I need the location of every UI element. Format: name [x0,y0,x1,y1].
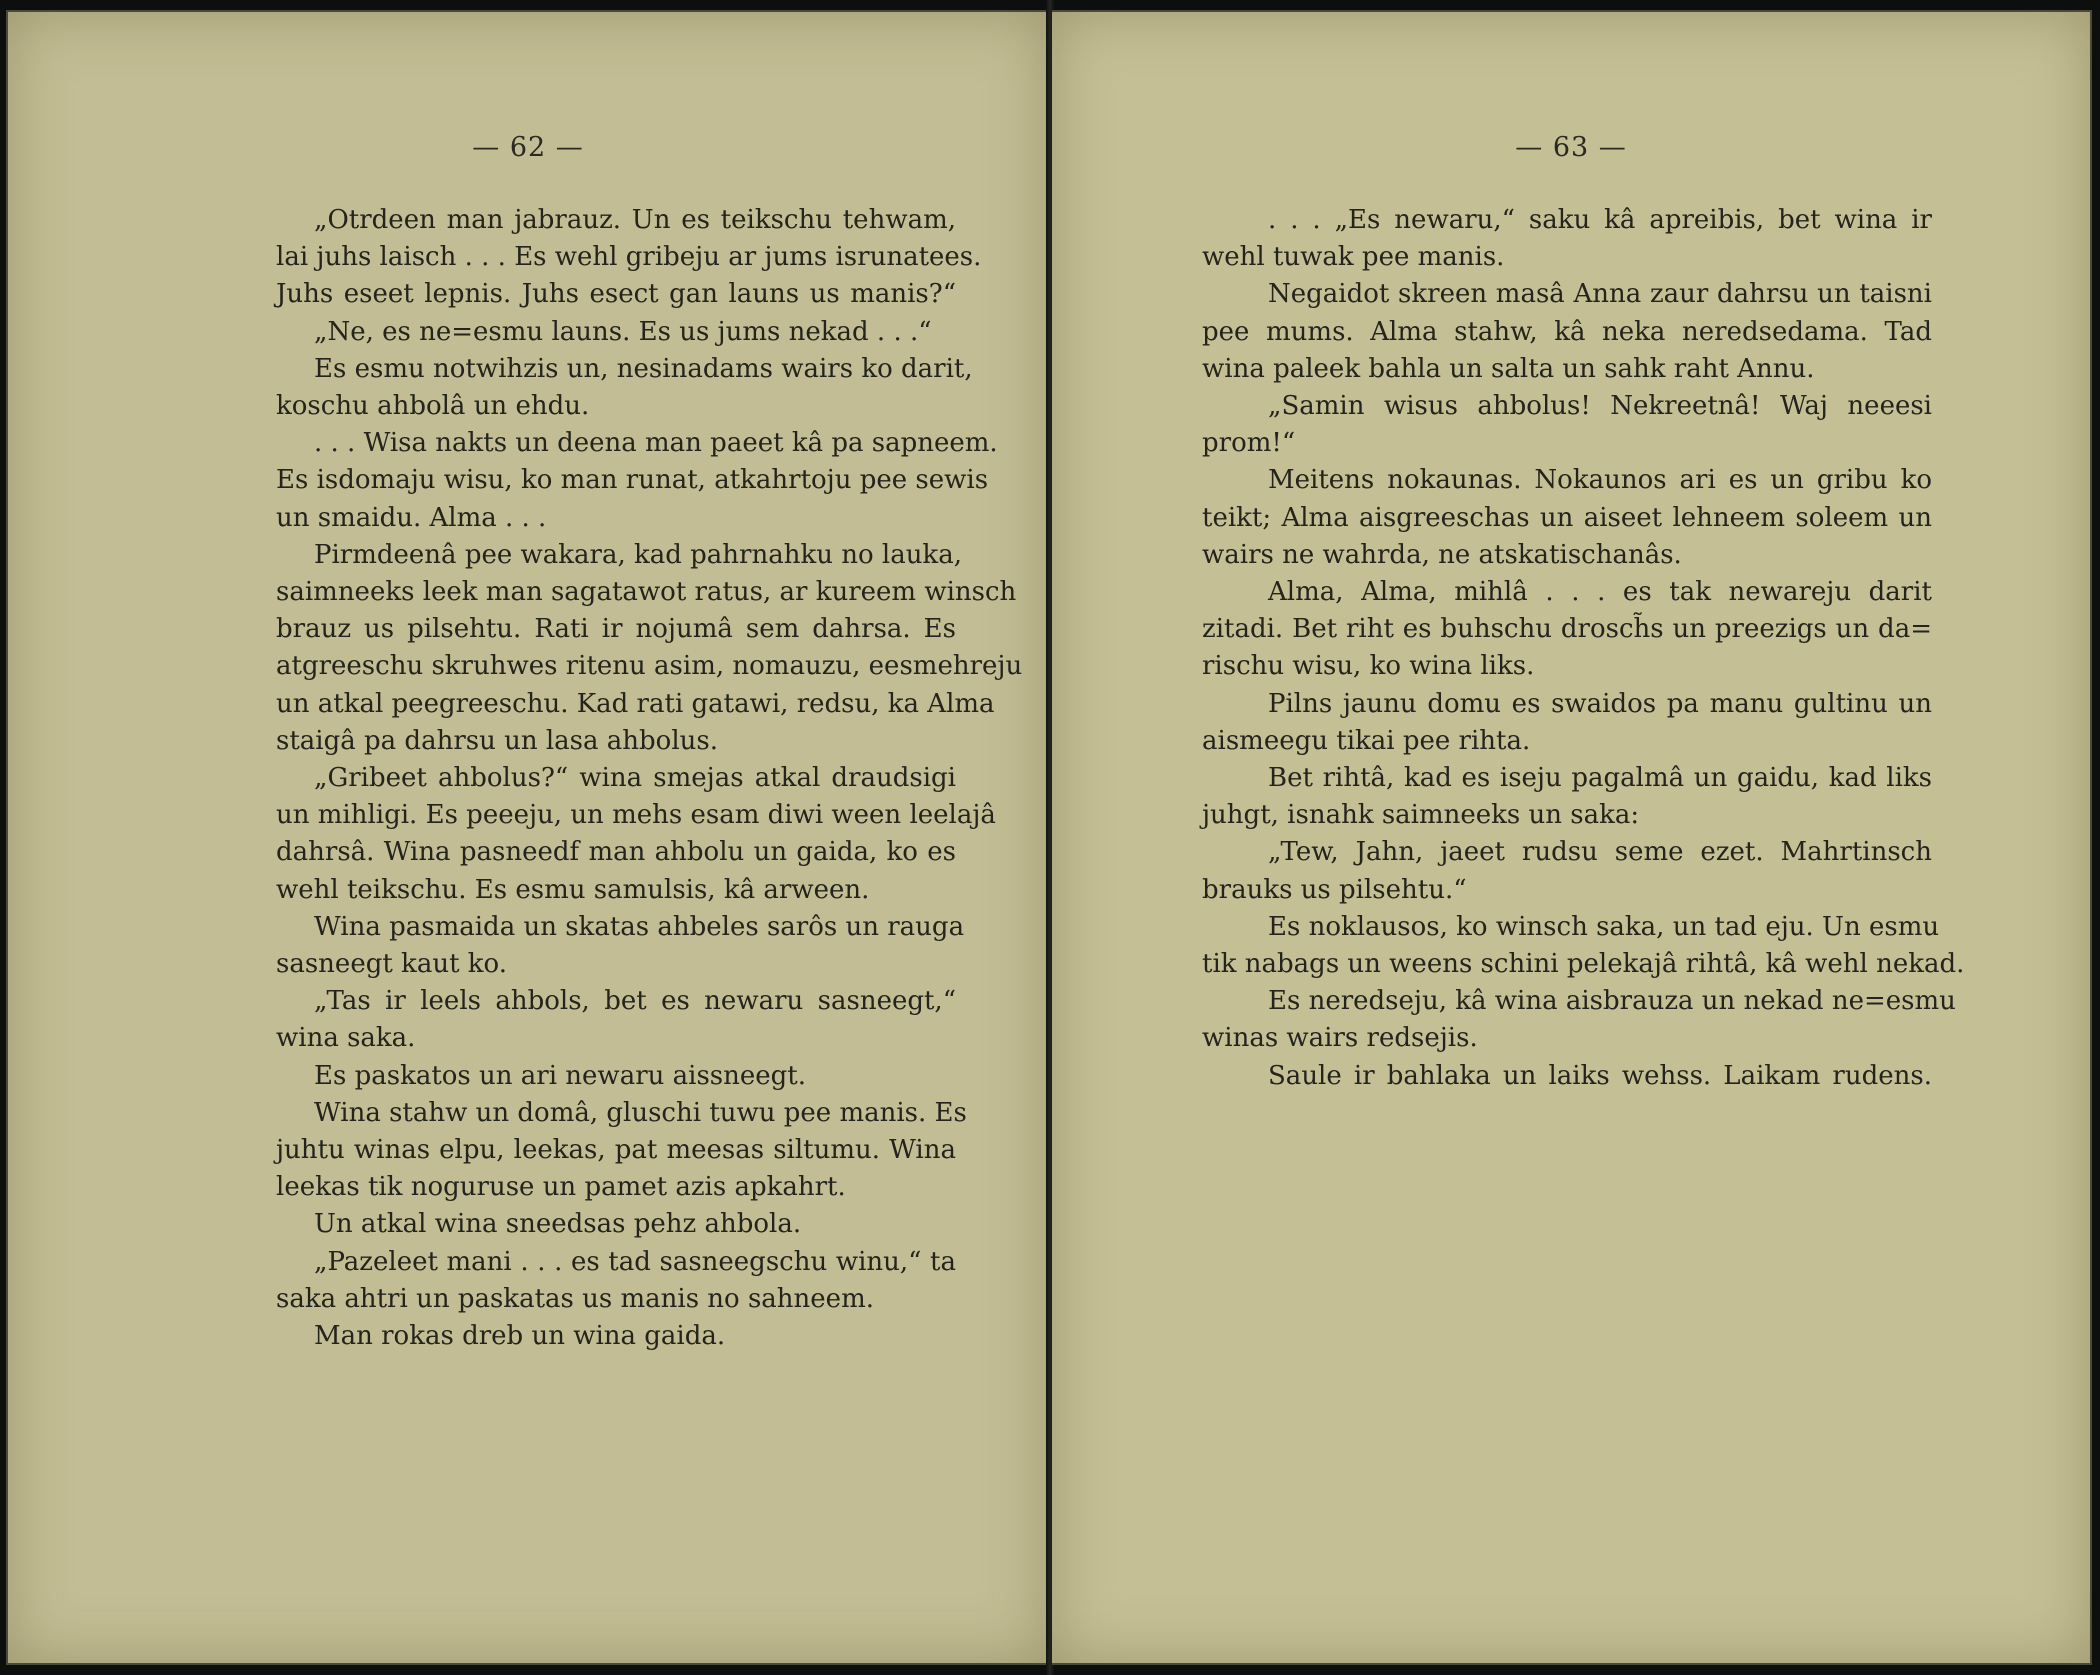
text-line: „Otrdeen man jabrauz. Un es teikschu tehwam, [314,205,956,235]
text-block [1202,202,1965,1095]
text-line: Negaidot skreen masâ Anna zaur dahrsu un taisni [1268,279,1932,310]
page-number: — 63 — [1515,132,1627,163]
left-page [6,10,1048,1665]
text-line: un mihligi. Es peeeju, un mehs esam diwi ween leelajâ [276,800,996,831]
text-line: tik nabags un weens schini pelekajâ rihtâ, kâ wehl nekad. [1202,949,1965,980]
text-line: Es esmu notwihzis un, nesinadams wairs ko darit, [314,353,973,384]
text-line: wina paleek bahla un salta un sahk raht Annu. [1202,353,1815,384]
text-line: Meitens nokaunas. Nokaunos ari es un gribu ko [1268,465,1932,496]
text-line: Alma, Alma, mihlâ . . . es tak newareju darit [1268,577,1932,608]
text-line: saimneeks leek man sagatawot ratus, ar kureem winsch [276,577,1017,608]
text-line: pee mums. Alma stahw, kâ neka neredsedama. Tad [1202,316,1932,347]
text-line: Juhs eseet lepnis. Juhs esect gan launs us manis?“ [276,279,956,310]
text-line: „Tas ir leels ahbols, bet es newaru sasneegt,“ [314,986,956,1017]
text-line: . . . Wisa nakts un deena man paeet kâ pa sapneem. [314,428,998,459]
text-line: un atkal peegreeschu. Kad rati gatawi, redsu, ka Alma [276,688,995,719]
text-line: Bet rihtâ, kad es iseju pagalmâ un gaidu, kad liks [1268,763,1932,794]
text-line: Es noklausos, ko winsch saka, un tad eju. Un esmu [1268,911,1940,942]
text-line: sasneegt kaut ko. [276,949,507,980]
text-line: rischu wisu, ko wina liks. [1202,651,1535,682]
text-line: wehl teikschu. Es esmu samulsis, kâ arween. [276,874,870,905]
text-line: Pilns jaunu domu es swaidos pa manu gultinu un [1268,688,1932,719]
text-line: lai juhs laisch . . . Es wehl gribeju ar jums isrunatees. [276,242,982,273]
text-line: un smaidu. Alma . . . [276,502,547,533]
text-line: brauks us pilsehtu.“ [1202,874,1467,905]
text-line: Wina stahw un domâ, gluschi tuwu pee manis. Es [314,1097,967,1128]
text-line: Man rokas dreb un wina gaida. [314,1321,726,1352]
text-line: Es isdomaju wisu, ko man runat, atkahrtoju pee sewis [276,465,989,496]
text-line: „Samin wisus ahbolus! Nekreetnâ! Waj neeesi [1268,391,1932,422]
text-line: „Tew, Jahn, jaeet rudsu seme ezet. Mahrtinsch [1268,837,1932,868]
right-page [1052,10,2092,1665]
text-line: Es paskatos un ari newaru aissneegt. [314,1060,807,1091]
text-line: aismeegu tikai pee rihta. [1202,725,1531,756]
text-line: Wina pasmaida un skatas ahbeles sarôs un rauga [314,911,965,942]
page-number: — 62 — [472,132,584,163]
text-line: teikt; Alma aisgreeschas un aiseet lehneem soleem un [1202,502,1932,533]
text-line: leekas tik noguruse un pamet azis apkahrt. [276,1172,846,1203]
text-line: „Gribeet ahbolus?“ wina smejas atkal draudsigi [314,763,956,794]
text-line: koschu ahbolâ un ehdu. [276,391,590,422]
text-line: atgreeschu skruhwes ritenu asim, nomauzu, eesmehreju [276,651,1023,682]
text-line: Un atkal wina sneedsas pehz ahbola. [314,1209,802,1240]
text-line: wairs ne wahrda, ne atskatischanâs. [1202,539,1682,570]
text-line: wina saka. [276,1023,416,1054]
text-line: staigâ pa dahrsu un lasa ahbolus. [276,725,718,756]
text-line: Saule ir bahlaka un laiks wehss. Laikam rudens. [1268,1060,1932,1091]
text-line: prom!“ [1202,428,1296,459]
text-line: wehl tuwak pee manis. [1202,242,1505,273]
text-line: juhgt, isnahk saimneeks un saka: [1202,800,1640,831]
text-line: „Ne, es ne=esmu launs. Es us jums nekad . . .“ [314,316,932,347]
text-line: saka ahtri un paskatas us manis no sahneem. [276,1283,874,1314]
text-line: dahrsâ. Wina pasneedf man ahbolu un gaida, ko es [276,837,956,868]
text-line: brauz us pilsehtu. Rati ir nojumâ sem dahrsa. Es [276,614,956,645]
text-line: . . . „Es newaru,“ saku kâ apreibis, bet wina ir [1268,205,1932,235]
text-line: zitadi. Bet riht es buhschu drosch̃s un preezigs un da= [1202,614,1932,645]
text-line: Es neredseju, kâ wina aisbrauza un nekad ne=esmu [1268,986,1956,1017]
text-line: „Pazeleet mani . . . es tad sasneegschu winu,“ ta [314,1246,956,1277]
text-line: juhtu winas elpu, leekas, pat meesas siltumu. Wina [276,1135,956,1166]
text-line: Pirmdeenâ pee wakara, kad pahrnahku no lauka, [314,539,962,570]
text-block [276,202,1023,1355]
text-line: winas wairs redsejis. [1202,1023,1478,1054]
